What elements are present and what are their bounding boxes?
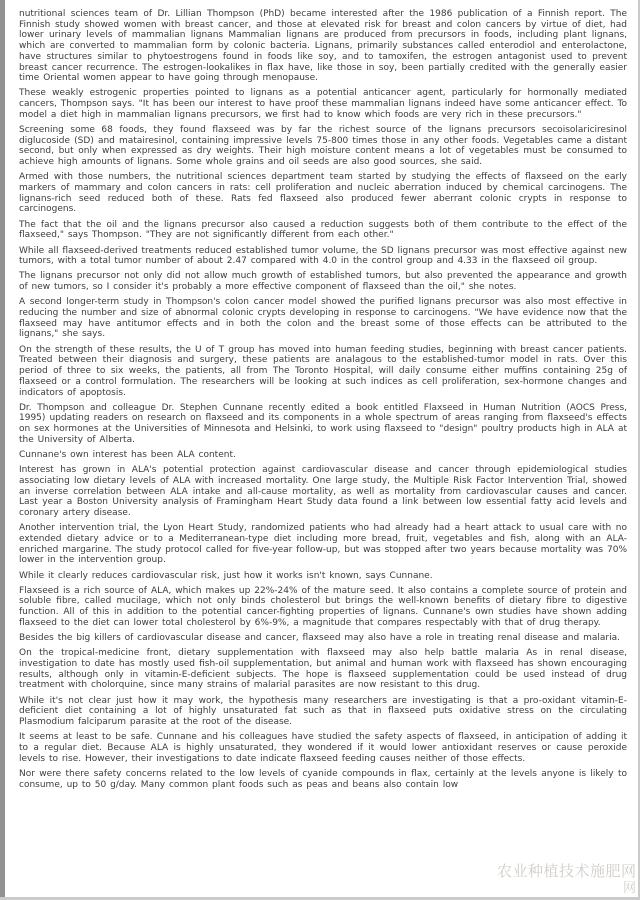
paragraph: Besides the big killers of cardiovascular disease and cancer, flaxseed may also have a role in treating renal disease and malaria. (19, 633, 620, 644)
paragraph: While it's not clear just how it may work, the hypothesis many researchers are investigating is that a pro-oxidant vitamin-E-deficient diet containing a lot of highly unsaturated fat such as that in flaxseed puts oxidative stress on the circulating Plasmodium falciparum parasite at the root of the disease. (19, 695, 627, 727)
paragraph: While it clearly reduces cardiovascular risk, just how it works isn't known, says Cunnane. (19, 570, 433, 581)
paragraph: nutritional sciences team of Dr. Lillian Thompson (PhD) became interested after the 1986 publication of a Finnish report. The Finnish study showed women with breast cancer, and those at elevated risk for breast and colon cancers by virtue of diet, had lower urinary levels of mammalian lignans Mammalian lignans are produced from precursors in foods, including plant lignans, which are converted to mammalian form by colonic bacteria. Lignans, primarily substances called enterodiol and enterolactone, have structures similar to phytoestrogens found in foods like soy, and to tamoxifen, the estrogen antagonist used to prevent breast cancer recurrence. The estrogen-lookalikes in flax have, like those in soy, been partially credited with the generally easier time Oriental women appear to have going through menopause. (19, 9, 627, 84)
paragraph: Nor were there safety concerns related to the low levels of cyanide compounds in flax, certainly at the levels anyone is likely to consume, up to 50 g/day. Many common plant foods such as peas and beans also contain low (19, 768, 627, 790)
paragraph: The lignans precursor not only did not allow much growth of established tumors, but also prevented the appearance and growth of new tumors, so I consider it's probably a more effective component of flaxseed than the oil," she notes. (19, 271, 627, 293)
paragraph: Another intervention trial, the Lyon Heart Study, randomized patients who had already had a heart attack to usual care with no extended dietary advice or to a Mediterranean-type diet including more bread, fruit, vegetables and fish, along with an ALA-enriched margarine. The study protocol called for five-year follow-up, but was stopped after two years because mortality was 70% lower in the intervention group. (19, 523, 627, 566)
paragraph: Dr. Thompson and colleague Dr. Stephen Cunnane recently edited a book entitled Flaxseed in Human Nutrition (AOCS Press, 1995) updating readers on research on flaxseed and its components in a whole spectrum of areas ranging from flaxseed's effects on sex hormones at the Universities of Minnesota and Helsinki, to work using flaxseed to "design" poultry products high in ALA at the University of Alberta. (19, 402, 627, 445)
site-watermark-fragment: 网 (623, 881, 637, 896)
paragraph: Armed with those numbers, the nutritional sciences department team started by studying the effects of flaxseed on the early markers of mammary and colon cancers in rats: cell proliferation and nucleic aberration induced by chemical carcinogens. The lignans-rich seed reduced both of these. Rats fed flaxseed also produced fewer aberrant colonic crypts in response to carcinogens. (19, 172, 627, 215)
paragraph: It seems at least to be safe. Cunnane and his colleagues have studied the safety aspects of flaxseed, in anticipation of adding it to a regular diet. Because ALA is highly unsaturated, they wondered if it would lower antioxidant reserves or cause peroxide levels to rise. However, their investigations to date indicate flaxseed feeding causes neither of those effects. (19, 732, 627, 764)
paragraph: Screening some 68 foods, they found flaxseed was by far the richest source of the lignans precursors secoisolariciresinol diglucoside (SD) and matairesinol, containing impressive levels 75-800 times those in any other foods. Vegetables came a distant second, but only when expressed as dry weights. Their high moisture content means a lot of vegetables must be consumed to achieve high amounts of lignans. Some whole grains and oil seeds are also good sources, she said. (19, 125, 627, 168)
paragraph: Cunnane's own interest has been ALA content. (19, 450, 236, 461)
paragraph: On the tropical-medicine front, dietary supplementation with flaxseed may also help battle malaria As in renal disease, investigation to date has mostly used fish-oil supplementation, but animal and human work with flaxseed has shown encouraging results, although only in vitamin-E-deficient subjects. The hope is flaxseed supplementation could be used instead of drug treatment with cholorquine, since many strains of malarial parasites are now resistant to this drug. (19, 648, 627, 691)
paragraph: Flaxseed is a rich source of ALA, which makes up 22%-24% of the mature seed. It also contains a complete source of protein and soluble fibre, called mucilage, which not only binds cholesterol but brings the well-known benefits of dietary fibre to digestive function. All of this in addition to the potential cancer-fighting properties of lignans. Cunnane's own studies have shown adding flaxseed to the diet can lower total cholesterol by 6%-9%, a magnitude that compares respectably with that of drug therapy. (19, 585, 627, 628)
site-watermark: 农业种植技术施肥网 (497, 862, 637, 880)
paragraph: A second longer-term study in Thompson's colon cancer model showed the purified lignans precursor was also most effective in reducing the number and size of abnormal colonic crypts developing in response to carcinogens. "We have evidence now that the flaxseed may have antitumor effects and in both the colon and the breast some of those effects can be attributed to the lignans," she says. (19, 297, 627, 340)
paragraph: While all flaxseed-derived treatments reduced established tumor volume, the SD lignans precursor was most effective against new tumors, with a total tumor number of about 2.47 compared with 4.0 in the control group and 4.33 in the flaxseed oil group. (19, 245, 627, 267)
paragraph: On the strength of these results, the U of T group has moved into human feeding studies, beginning with breast cancer patients. Treated between their diagnosis and surgery, these patients are analagous to the established-tumor model in rats. Over this period of three to six weeks, the patients, all from The Toronto Hospital, will daily consume either muffins containing 25g of flaxseed or a control formulation. The researchers will be looking at such indices as cell proliferation, sex-hormone changes and indicators of apoptosis. (19, 344, 627, 398)
paragraph: The fact that the oil and the lignans precursor also caused a reduction suggests both of them contribute to the effect of the flaxseed," says Thompson. "They are not significantly different from each other." (19, 219, 627, 241)
paragraph: These weakly estrogenic properties pointed to lignans as a potential anticancer agent, particularly for hormonally mediated cancers, Thompson says. "It has been our interest to have proof these mammalian lignans indeed have some anticancer effect. To model a diet high in mammalian lignans precursors, we first had to know which foods are very rich in these precursors." (19, 88, 627, 120)
document-body-text (5, 0, 639, 795)
paragraph: Interest has grown in ALA's potential protection against cardiovascular disease and cancer through epidemiological studies associating low dietary levels of ALA with increased mortality. One large study, the Multiple Risk Factor Intervention Trial, showed an inverse correlation between ALA intake and all-cause mortality, as well as mortality from cardiovascular causes and cancer. Last year a Boston University analysis of Framingham Heart Study data found a link between low essential fatty acid levels and coronary artery disease. (19, 465, 627, 519)
